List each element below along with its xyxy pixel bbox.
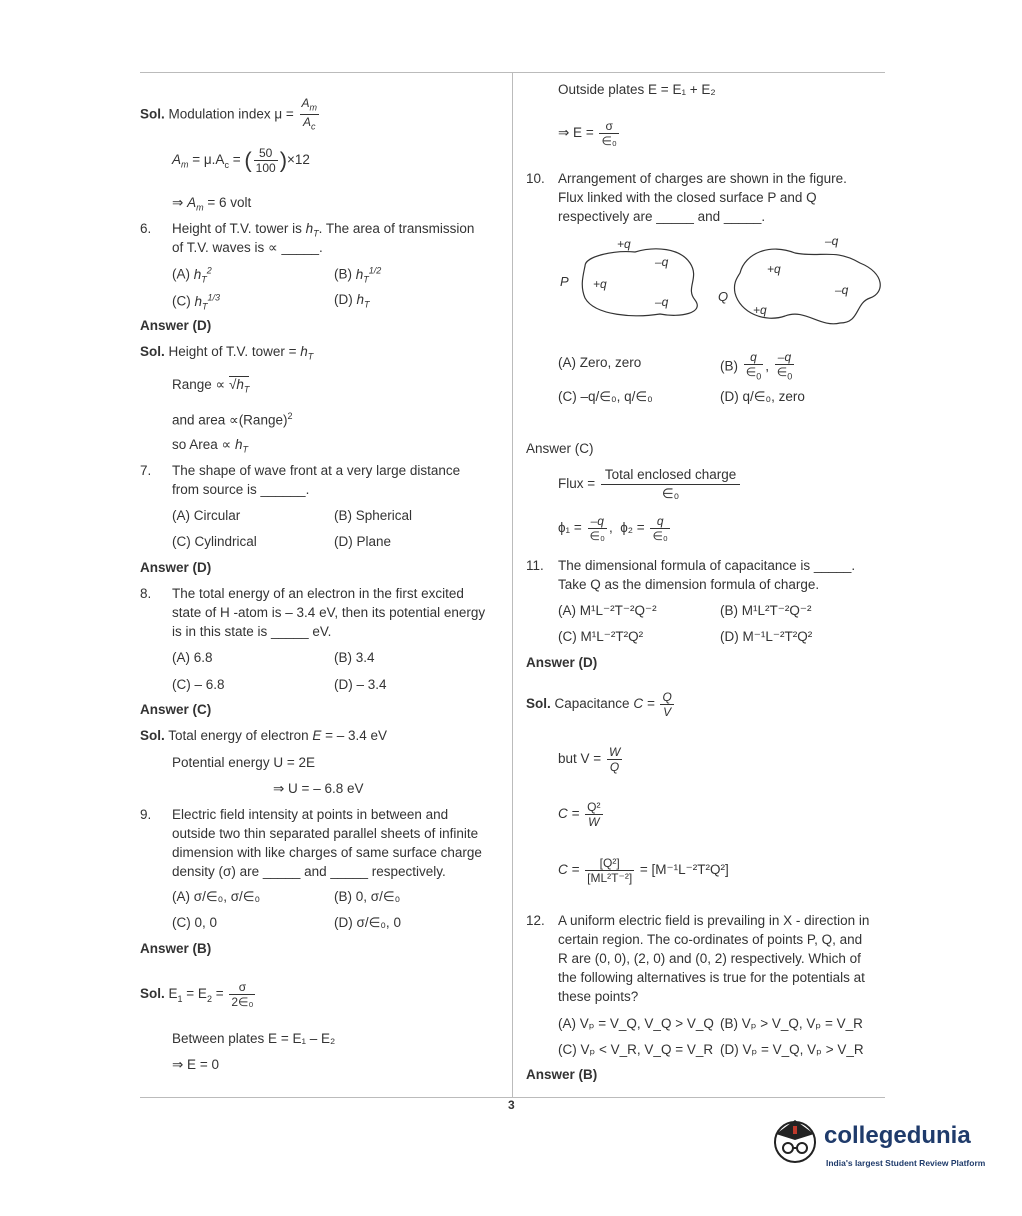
q8-u: ⇒ U = – 6.8 eV <box>273 781 364 796</box>
q6-number: 6. <box>140 221 152 236</box>
cap-sol: Sol. Capacitance C = $\frac{Q}{V}$ <box>526 690 672 719</box>
fig-label-p-minus-q2: –q <box>655 295 669 309</box>
q11-option-d: (D) M⁻¹L⁻²T²Q² <box>720 629 813 644</box>
c-dimension: C = $\frac{\text{[Q²]}}{\text{[ML²T⁻²]}}$ = [M⁻¹L⁻²T²Q²] <box>558 856 729 885</box>
q6-option-c: (C) $h_T^{1/3}$ <box>172 292 221 312</box>
q7-option-c: (C) Cylindrical <box>172 534 257 549</box>
q10-line1: Arrangement of charges are shown in the figure. <box>558 171 847 186</box>
q7-answer: Answer (D) <box>140 560 212 575</box>
q9-line1: Electric field intensity at points in between and <box>172 807 449 822</box>
q6-sol: Sol. Height of T.V. tower = $h_T$ <box>140 344 314 362</box>
fig-label-top-plus-q: +q <box>617 237 631 251</box>
q8-option-d: (D) – 3.4 <box>334 677 387 692</box>
q12-answer: Answer (B) <box>526 1067 598 1082</box>
q10-option-d: (D) q/∈₀, zero <box>720 389 805 404</box>
q10-figure <box>555 228 890 338</box>
q11-line1: The dimensional formula of capacitance is _____. <box>558 558 856 573</box>
brand-tagline: India's largest Student Review Platform <box>826 1158 986 1168</box>
q9-answer: Answer (B) <box>140 941 212 956</box>
q8-line3: is in this state is _____ eV. <box>172 624 332 639</box>
q6-line2: of T.V. waves is ∝ _____. <box>172 240 323 255</box>
q11-option-b: (B) M¹L²T⁻²Q⁻² <box>720 603 812 618</box>
q8-line2: state of H -atom is – 3.4 eV, then its potential energy <box>172 605 486 620</box>
q12-option-d: (D) Vₚ = V_Q, Vₚ > V_R <box>720 1042 864 1057</box>
q9-line4: density (σ) are _____ and _____ respectively. <box>172 864 446 879</box>
q9-option-c: (C) 0, 0 <box>172 915 218 930</box>
q6-so: so Area ∝ $h_T$ <box>172 437 248 455</box>
mascot-icon <box>768 1112 823 1170</box>
q11-option-c: (C) M¹L⁻²T²Q² <box>558 629 644 644</box>
q12-line3: R are (0, 0), (2, 0) and (0, 2) respectively. Which of <box>558 951 861 966</box>
q7-line1: The shape of wave front at a very large distance <box>172 463 461 478</box>
q7-option-b: (B) Spherical <box>334 508 413 523</box>
q11-answer: Answer (D) <box>526 655 598 670</box>
q8-option-c: (C) – 6.8 <box>172 677 225 692</box>
sol-modulation: Sol. Modulation index μ = $\frac{A_m}{A_c}$ <box>140 96 318 132</box>
q8-option-a: (A) 6.8 <box>172 650 213 665</box>
q9-option-a: (A) σ/∈₀, σ/∈₀ <box>172 889 261 904</box>
q6-option-b: (B) $h_T^{1/2}$ <box>334 265 382 285</box>
q6-line1: Height of T.V. tower is $h_T$. The area of transmission <box>172 221 475 239</box>
q10-line3: respectively are _____ and _____. <box>558 209 766 224</box>
fig-label-q-plus-q1: +q <box>767 262 781 276</box>
q12-line4: the following alternatives is true for the potentials at <box>558 970 865 985</box>
q10-option-a: (A) Zero, zero <box>558 355 642 370</box>
q9-between: Between plates E = E₁ – E₂ <box>172 1031 336 1046</box>
q12-number: 12. <box>526 913 545 928</box>
q6-range: Range ∝ $√h_T$ <box>172 377 250 395</box>
q9-option-b: (B) 0, σ/∈₀ <box>334 889 401 904</box>
q12-line1: A uniform electric field is prevailing in X - direction in <box>558 913 870 928</box>
column-divider <box>512 72 513 1097</box>
q11-option-a: (A) M¹L⁻²T⁻²Q⁻² <box>558 603 657 618</box>
q8-answer: Answer (C) <box>140 702 212 717</box>
q6-answer: Answer (D) <box>140 318 212 333</box>
am-result: ⇒ $A_m = 6$ volt <box>172 195 252 213</box>
q7-option-d: (D) Plane <box>334 534 392 549</box>
q12-option-a: (A) Vₚ = V_Q, V_Q > V_Q <box>558 1016 714 1031</box>
q9-line2: outside two thin separated parallel sheets of infinite <box>172 826 479 841</box>
q12-line2: certain region. The co-ordinates of points P, Q, and <box>558 932 863 947</box>
q9-number: 9. <box>140 807 152 822</box>
q6-area: and area ∝(Range)$^2$ <box>172 411 293 428</box>
fig-label-q-plus-q2: +q <box>753 303 767 317</box>
fig-label-p-plus-q: +q <box>593 277 607 291</box>
fig-label-p: P <box>560 274 569 289</box>
fig-label-p-minus-q1: –q <box>655 255 669 269</box>
q7-option-a: (A) Circular <box>172 508 241 523</box>
q11-line2: Take Q as the dimension formula of charge. <box>558 577 820 592</box>
fig-label-top-minus-q: –q <box>825 234 839 248</box>
q8-option-b: (B) 3.4 <box>334 650 375 665</box>
brand-logo[interactable] <box>768 1112 988 1174</box>
outside-plates: Outside plates E = E₁ + E₂ <box>558 82 716 97</box>
page-number: 3 <box>508 1098 515 1112</box>
q12-option-b: (B) Vₚ > V_Q, Vₚ = V_R <box>720 1016 863 1031</box>
q9-option-d: (D) σ/∈₀, 0 <box>334 915 401 930</box>
brand-name: collegedunia <box>824 1122 971 1149</box>
q10-option-c: (C) –q/∈₀, q/∈₀ <box>558 389 653 404</box>
phi-values: ϕ₁ = $\frac{-q}{\text{∈₀}}$ , ϕ₂ = $\frac{q}{\text{∈₀}}$ <box>558 514 668 543</box>
q8-line1: The total energy of an electron in the first excited <box>172 586 464 601</box>
q8-sol: Sol. Total energy of electron E = – 3.4 eV <box>140 728 388 743</box>
q8-number: 8. <box>140 586 152 601</box>
q6-option-d: (D) $h_T$ <box>334 292 370 310</box>
q8-pe: Potential energy U = 2E <box>172 755 315 770</box>
am-equation: $A_m = \mu.A_c$ = ( $\frac{50}{100}$ )×12 <box>172 146 310 175</box>
q7-line2: from source is ______. <box>172 482 310 497</box>
q7-number: 7. <box>140 463 152 478</box>
flux-formula: Flux = $\frac{\text{Total enclosed charge}}{\text{∈₀}}$ <box>558 466 742 503</box>
q9-sol: Sol. $E_1 = E_2$ = $\frac{\sigma}{\text{2∈₀}}$ <box>140 980 254 1009</box>
q10-number: 10. <box>526 171 545 186</box>
fig-label-q: Q <box>718 289 729 304</box>
q12-option-c: (C) Vₚ < V_R, V_Q = V_R <box>558 1042 714 1057</box>
q10-line2: Flux linked with the closed surface P and Q <box>558 190 817 205</box>
q10-answer: Answer (C) <box>526 441 594 456</box>
c-equals-q2w: C = $\frac{\text{Q²}}{W}$ <box>558 800 601 829</box>
q6-option-a: (A) $h_T^2$ <box>172 265 212 285</box>
q9-e0: ⇒ E = 0 <box>172 1057 219 1072</box>
q9-line3: dimension with like charges of same surface charge <box>172 845 482 860</box>
q11-number: 11. <box>526 558 544 573</box>
q12-line5: these points? <box>558 989 639 1004</box>
fig-label-q-minus-q: –q <box>835 283 849 297</box>
but-v: but V = $\frac{W}{Q}$ <box>558 745 621 774</box>
q10-option-b: (B) $\frac{q}{\in_0}$ , $\frac{-q}{\in_0}$ <box>720 350 793 382</box>
e-equation: ⇒ E = $\frac{\sigma}{\text{∈₀}}$ <box>558 119 617 148</box>
